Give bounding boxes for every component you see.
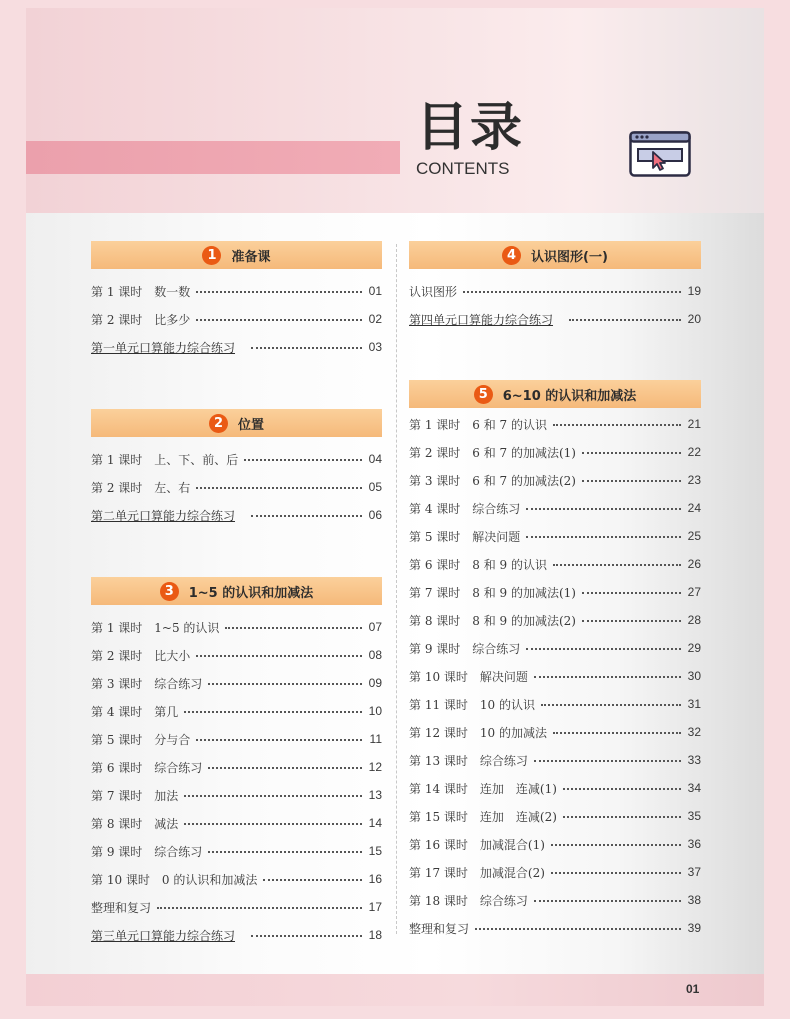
dot-leader [184, 823, 362, 825]
page-ref: 20 [687, 312, 701, 326]
dot-leader [534, 676, 681, 678]
unit-4-list [409, 277, 701, 333]
page-ref: 25 [687, 529, 701, 543]
toc-entry[interactable] [409, 662, 701, 690]
lesson-label: 第 5 课时 [91, 732, 143, 747]
lesson-label: 第 16 课时 [409, 837, 468, 852]
page-subtitle: CONTENTS [416, 159, 510, 178]
dot-leader [184, 795, 362, 797]
dot-leader [463, 291, 681, 293]
dot-leader [563, 788, 681, 790]
page-ref: 30 [687, 669, 701, 683]
toc-entry[interactable] [91, 277, 382, 305]
lesson-label: 第 6 课时 [91, 760, 143, 775]
dot-leader [251, 347, 362, 349]
lesson-label: 第 3 课时 [409, 473, 461, 488]
unit-5-list [409, 410, 701, 942]
unit-number-badge: 4 [502, 246, 521, 265]
lesson-label: 第 2 课时 [91, 648, 143, 663]
lesson-label: 第 15 课时 [409, 809, 468, 824]
lesson-label: 第 13 课时 [409, 753, 468, 768]
page-ref: 02 [368, 312, 382, 326]
dot-leader [157, 907, 362, 909]
lesson-title: 比大小 [154, 648, 191, 663]
toc-entry[interactable] [409, 466, 701, 494]
page-ref: 38 [687, 893, 701, 907]
toc-entry[interactable] [409, 410, 701, 438]
dot-leader [196, 739, 362, 741]
footer-band [26, 974, 764, 1006]
lesson-title: 0 的认识和加减法 [161, 872, 258, 887]
dot-leader [541, 704, 681, 706]
practice-label: 第四单元口算能力综合练习 [409, 312, 554, 327]
unit-title: 认识图形(一) [531, 249, 608, 265]
lesson-label: 第 17 课时 [409, 865, 468, 880]
lesson-label: 第 2 课时 [91, 312, 143, 327]
toc-page [26, 8, 764, 1006]
toc-entry[interactable] [409, 802, 701, 830]
page-ref: 09 [368, 676, 382, 690]
unit-1-list [91, 277, 382, 361]
lesson-label: 第 1 课时 [91, 452, 143, 467]
dot-leader [582, 480, 681, 482]
lesson-title: 10 的认识 [479, 697, 535, 712]
lesson-title: 解决问题 [479, 669, 528, 684]
lesson-label: 第 14 课时 [409, 781, 468, 796]
lesson-title: 解决问题 [472, 529, 521, 544]
lesson-label: 第 1 课时 [409, 417, 461, 432]
lesson-title: 8 和 9 的加减法(1) [472, 585, 576, 600]
lesson-title: 综合练习 [472, 641, 521, 656]
unit-header-4[interactable] [409, 241, 701, 269]
toc-entry[interactable] [409, 634, 701, 662]
header [26, 8, 764, 213]
unit-number-badge: 5 [474, 385, 493, 404]
lesson-label: 第 10 课时 [409, 669, 468, 684]
page-ref: 07 [368, 620, 382, 634]
toc-entry[interactable] [91, 865, 382, 893]
page-ref: 31 [687, 697, 701, 711]
lesson-label: 第 7 课时 [91, 788, 143, 803]
dot-leader [553, 564, 681, 566]
dot-leader [184, 711, 362, 713]
toc-entry-practice[interactable] [91, 921, 382, 949]
dot-leader [582, 592, 681, 594]
lesson-label: 第 8 课时 [91, 816, 143, 831]
page-ref: 29 [687, 641, 701, 655]
toc-entry[interactable] [91, 893, 382, 921]
toc-entry[interactable] [409, 690, 701, 718]
lesson-title: 综合练习 [479, 893, 528, 908]
toc-entry[interactable] [409, 606, 701, 634]
page-ref: 14 [368, 816, 382, 830]
page-ref: 36 [687, 837, 701, 851]
toc-entry-practice[interactable] [91, 501, 382, 529]
page-ref: 17 [368, 900, 382, 914]
page-ref: 08 [368, 648, 382, 662]
toc-entry[interactable] [409, 718, 701, 746]
lesson-title: 8 和 9 的加减法(2) [472, 613, 576, 628]
lesson-title: 加减混合(1) [479, 837, 545, 852]
practice-label: 第三单元口算能力综合练习 [91, 928, 236, 943]
page-ref: 15 [368, 844, 382, 858]
lesson-title: 6 和 7 的认识 [472, 417, 547, 432]
page-ref: 04 [368, 452, 382, 466]
lesson-label: 第 9 课时 [409, 641, 461, 656]
toc-entry[interactable] [91, 641, 382, 669]
header-band [26, 141, 400, 174]
dot-leader [196, 319, 362, 321]
toc-entry[interactable] [409, 522, 701, 550]
page-ref: 16 [368, 872, 382, 886]
toc-entry[interactable] [409, 550, 701, 578]
toc-entry[interactable] [91, 753, 382, 781]
page-ref: 35 [687, 809, 701, 823]
toc-entry[interactable] [409, 774, 701, 802]
dot-leader [526, 648, 681, 650]
toc-entry[interactable] [91, 781, 382, 809]
unit-2-list [91, 445, 382, 529]
dot-leader [208, 683, 362, 685]
lesson-label: 整理和复习 [409, 921, 470, 936]
lesson-label: 第 6 课时 [409, 557, 461, 572]
toc-entry[interactable] [91, 725, 382, 753]
dot-leader [208, 851, 362, 853]
lesson-title: 10 的加减法 [479, 725, 547, 740]
dot-leader [196, 487, 362, 489]
toc-entry[interactable] [409, 578, 701, 606]
page-ref: 10 [368, 704, 382, 718]
unit-title: 位置 [237, 417, 264, 433]
page-ref: 26 [687, 557, 701, 571]
lesson-title: 连加 连减(1) [479, 781, 557, 796]
dot-leader [208, 767, 362, 769]
toc-entry[interactable] [91, 809, 382, 837]
lesson-label: 第 7 课时 [409, 585, 461, 600]
page-ref: 28 [687, 613, 701, 627]
lesson-label: 整理和复习 [91, 900, 152, 915]
unit-title: 1~5 的认识和加减法 [188, 585, 314, 601]
dot-leader [582, 620, 681, 622]
dot-leader [196, 655, 362, 657]
toc-entry[interactable] [91, 697, 382, 725]
lesson-label: 第 1 课时 [91, 620, 143, 635]
page-ref: 22 [687, 445, 701, 459]
practice-label: 第一单元口算能力综合练习 [91, 340, 236, 355]
page-ref: 33 [687, 753, 701, 767]
lesson-title: 分与合 [154, 732, 191, 747]
lesson-label: 第 5 课时 [409, 529, 461, 544]
toc-entry-practice[interactable] [91, 333, 382, 361]
dot-leader [251, 935, 362, 937]
lesson-title: 左、右 [154, 480, 191, 495]
dot-leader [225, 627, 362, 629]
dot-leader [251, 515, 362, 517]
lesson-title: 6 和 7 的加减法(1) [472, 445, 576, 460]
practice-label: 第二单元口算能力综合练习 [91, 508, 236, 523]
dot-leader [551, 844, 681, 846]
left-column [91, 241, 382, 949]
page-ref: 12 [368, 760, 382, 774]
unit-header-1[interactable] [91, 241, 382, 269]
lesson-label: 第 4 课时 [409, 501, 461, 516]
dot-leader [196, 291, 362, 293]
page-ref: 05 [368, 480, 382, 494]
lesson-title: 加减混合(2) [479, 865, 545, 880]
page-number: 01 [686, 982, 700, 996]
lesson-title: 比多少 [154, 312, 191, 327]
toc-entry[interactable] [409, 914, 701, 942]
lesson-title: 综合练习 [154, 676, 203, 691]
lesson-title: 连加 连减(2) [479, 809, 557, 824]
page-ref: 27 [687, 585, 701, 599]
unit-header-3[interactable] [91, 577, 382, 605]
dot-leader [263, 879, 362, 881]
toc-entry[interactable] [409, 438, 701, 466]
page-ref: 37 [687, 865, 701, 879]
lesson-label: 第 18 课时 [409, 893, 468, 908]
lesson-title: 综合练习 [154, 844, 203, 859]
page-ref: 18 [368, 928, 382, 942]
lesson-title: 上、下、前、后 [154, 452, 239, 467]
toc-entry[interactable] [91, 613, 382, 641]
page-ref: 19 [687, 284, 701, 298]
page-ref: 13 [368, 788, 382, 802]
lesson-title: 减法 [154, 816, 179, 831]
lesson-title: 加法 [154, 788, 179, 803]
unit-title: 6~10 的认识和加减法 [502, 388, 637, 404]
lesson-title: 8 和 9 的认识 [472, 557, 547, 572]
dot-leader [551, 872, 681, 874]
dot-leader [563, 816, 681, 818]
dot-leader [534, 760, 681, 762]
dot-leader [244, 459, 362, 461]
lesson-title: 数一数 [154, 284, 191, 299]
unit-number-badge: 1 [202, 246, 221, 265]
page-ref: 03 [368, 340, 382, 354]
lesson-label: 第 2 课时 [409, 445, 461, 460]
toc-entry[interactable] [91, 305, 382, 333]
page-ref: 32 [687, 725, 701, 739]
page-ref: 39 [687, 921, 701, 935]
page-ref: 21 [687, 417, 701, 431]
page-ref: 01 [368, 284, 382, 298]
lesson-label: 第 9 课时 [91, 844, 143, 859]
dot-leader [526, 508, 681, 510]
lesson-label: 第 3 课时 [91, 676, 143, 691]
lesson-title: 6 和 7 的加减法(2) [472, 473, 576, 488]
unit-3-list [91, 613, 382, 949]
page-ref: 34 [687, 781, 701, 795]
page-ref: 24 [687, 501, 701, 515]
lesson-title: 综合练习 [479, 753, 528, 768]
lesson-label: 第 4 课时 [91, 704, 143, 719]
page-ref: 11 [369, 732, 382, 746]
unit-header-5[interactable] [409, 380, 701, 408]
dot-leader [526, 536, 681, 538]
lesson-label: 第 12 课时 [409, 725, 468, 740]
lesson-label: 第 8 课时 [409, 613, 461, 628]
toc-entry[interactable] [91, 837, 382, 865]
lesson-label: 第 11 课时 [409, 697, 468, 712]
toc-entry[interactable] [91, 669, 382, 697]
toc-entry[interactable] [409, 830, 701, 858]
page-ref: 23 [687, 473, 701, 487]
right-column [409, 241, 701, 942]
dot-leader [475, 928, 681, 930]
unit-header-2[interactable] [91, 409, 382, 437]
browser-cursor-icon [629, 131, 691, 177]
lesson-label: 认识图形 [409, 284, 458, 299]
dot-leader [553, 424, 681, 426]
toc-entry[interactable] [409, 277, 701, 305]
toc-entry[interactable] [409, 858, 701, 886]
lesson-title: 综合练习 [154, 760, 203, 775]
dot-leader [553, 732, 681, 734]
lesson-label: 第 1 课时 [91, 284, 143, 299]
lesson-title: 1~5 的认识 [154, 620, 220, 635]
toc-entry-practice[interactable] [409, 305, 701, 333]
toc-entry[interactable] [409, 746, 701, 774]
lesson-label: 第 2 课时 [91, 480, 143, 495]
toc-entry[interactable] [91, 445, 382, 473]
toc-entry[interactable] [409, 886, 701, 914]
page-title: 目录 [416, 98, 525, 158]
unit-number-badge: 3 [160, 582, 179, 601]
lesson-title: 第几 [154, 704, 179, 719]
lesson-label: 第 10 课时 [91, 872, 150, 887]
page-ref: 06 [368, 508, 382, 522]
column-divider [396, 244, 397, 934]
dot-leader [534, 900, 681, 902]
toc-entry[interactable] [409, 494, 701, 522]
dot-leader [569, 319, 681, 321]
toc-entry[interactable] [91, 473, 382, 501]
unit-title: 准备课 [231, 249, 271, 265]
unit-number-badge: 2 [209, 414, 228, 433]
dot-leader [582, 452, 681, 454]
lesson-title: 综合练习 [472, 501, 521, 516]
